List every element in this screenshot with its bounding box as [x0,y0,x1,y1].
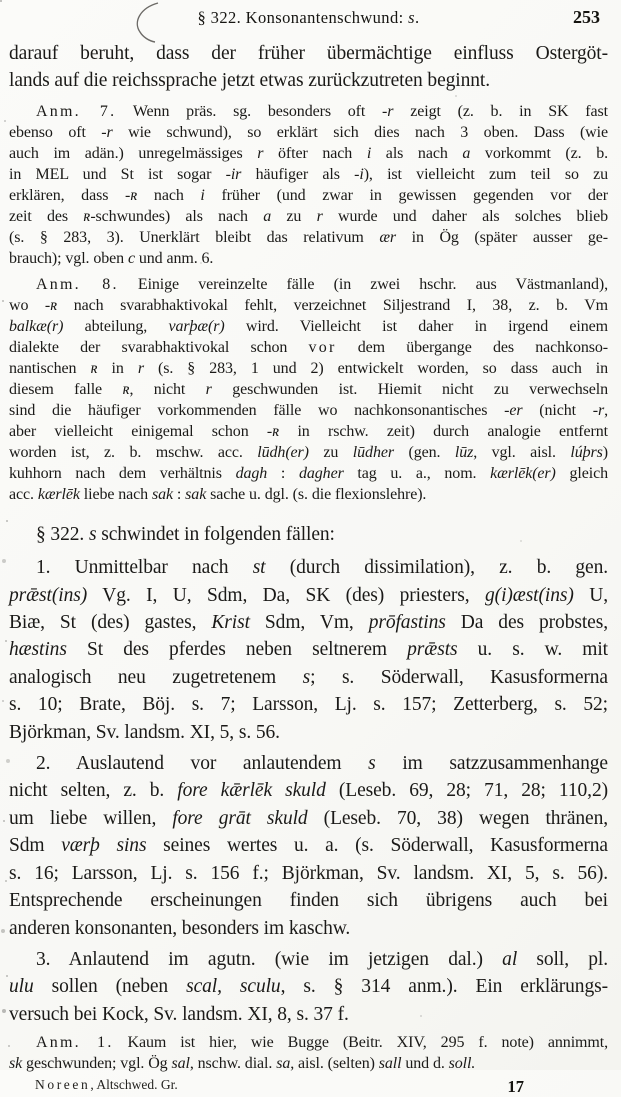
italic-term: lūdher [352,443,394,461]
text-line [9,400,608,421]
item-1 [9,554,608,746]
text-line [9,1053,608,1074]
item-2 [9,750,608,942]
italic-term: -i [354,165,364,183]
text-run: (Leseb. 70, 38) wegen thränen, [307,807,608,829]
sheet-number: 17 [507,1077,524,1097]
text-run: zu [271,207,317,225]
text-line [9,67,608,94]
italic-term: dagher [298,464,344,482]
text-run: Biæ, St (des) gastes, [9,612,212,634]
text-run: Einige vereinzelte fälle (in zwei hschr. aus Västmanland), [118,275,609,293]
italic-term: st [252,557,266,579]
text-run: (Leseb. 69, 28; 71, 28; 110,2) [325,780,608,802]
text-run: wurde und daher als solches blieb [322,207,608,225]
text-run: U, [573,584,608,606]
text-run: vor [308,338,337,356]
italic-term: fore kǣrlēk skuld [177,780,326,802]
text-run: Sdm, Vm, [249,612,369,634]
text-run: lands auf die reichssprache jetzt etwas zurückzutreten beginnt. [9,70,490,92]
italic-term: g(i)æst(ins) [485,584,574,606]
text-line [9,609,608,636]
text-line [9,832,608,859]
italic-term: soll. [448,1055,476,1073]
italic-term: prōfastins [368,612,446,634]
text-run: in rschw. zeit) durch analogie entfernt [279,422,608,440]
text-run: anderen konsonanten, besonders im kaschw. [9,917,351,939]
italic-term: lūz [454,443,474,461]
text-run: zeigt (z. b. in SK fast [393,102,608,120]
text-run: Noreen [35,1077,91,1093]
italic-term: prǣsts [407,639,458,661]
text-run: soll, pl. [517,948,608,970]
italic-term: s [88,523,97,545]
text-run: sollen (neben [33,976,187,998]
text-run: (nicht [522,401,593,419]
italic-term: i [200,186,205,204]
text-line [9,101,608,122]
text-run: , nschw. dial. [189,1055,277,1073]
text-run: nach svarabhaktivokal fehlt, verzeichnet Siljestrand I, 38, z. b. Vm [57,296,608,314]
italic-term: i [366,144,372,162]
text-run: , Altschwed. Gr. [90,1077,178,1093]
text-run: nantischen [9,359,91,377]
italic-term: sal [171,1055,190,1073]
italic-term: scal, sculu [186,976,281,998]
text-run: tag u. a., nom. [343,464,491,482]
text-line [9,860,608,887]
text-line [9,122,608,143]
text-run: gleich [555,464,608,482]
text-run: nicht selten, z. b. [9,780,178,802]
italic-term: sa [276,1055,291,1073]
text-line [9,777,608,804]
italic-term: sak [185,485,207,503]
italic-term: c [127,249,135,267]
text-run: s. 16; Larsson, Lj. s. 156 f.; Björkman, Sv. landsm. XI, 5, s. 56). [9,862,608,884]
text-run: kuhhorn nach dem verhältnis [9,464,236,482]
text-run: ebenso oft [9,123,102,141]
text-line [9,143,608,164]
text-line [9,316,608,337]
text-run: , s. § 314 anm.). Ein erklärungs- [280,976,608,998]
italic-term: -ʀ [125,186,138,204]
text-line [9,40,608,67]
text-line [9,1032,608,1053]
text-run: : [173,485,186,503]
text-run: und anm. 6. [134,249,214,267]
text-run: geschwunden ist. Hiemit nicht zu verwechseln [211,380,608,398]
text-line [9,337,608,358]
text-run: worden ist, z. b. mschw. acc. [9,443,258,461]
text-line [9,554,608,581]
italic-term: hæstins [9,639,67,661]
text-run: Sdm [9,835,62,857]
italic-term: ulu [9,976,34,998]
text-run: , vgl. aisl. [473,443,571,461]
text-line [9,521,608,548]
text-line [9,274,608,295]
text-run: dem übergange des nachkonso- [336,338,608,356]
text-run: Anm. 7. [36,102,117,120]
text-run: Björkman, Sv. landsm. XI, 5, s. 56. [9,721,280,743]
italic-term: balkæ(r) [9,317,64,335]
text-line [9,442,608,463]
text-run: ; s. Söderwall, Kasusformerna [310,666,608,688]
text-line [9,691,608,718]
text-line [9,636,608,663]
text-line [9,973,608,1000]
page-header [9,8,608,32]
text-run: -schwundes) als nach [90,207,264,225]
text-run: (gen. [393,443,455,461]
text-run: versuch bei Kock, Sv. landsm. XI, 8, s. 37 f. [9,1003,349,1025]
text-line [9,664,608,691]
italic-term: dagh [235,464,268,482]
text-run: . [414,8,420,27]
text-run: Vg. I, U, Sdm, Da, SK (des) priesters, [87,584,486,606]
italic-term: a [263,207,272,225]
text-run: § 322. [36,523,89,545]
text-run: : [267,464,299,482]
para-continuation [9,40,608,95]
text-line [9,358,608,379]
text-run: 1. Unmittelbar nach [36,557,253,579]
text-run: brauch); vgl. oben [9,249,128,267]
italic-term: s [408,8,415,27]
text-run: abteilung, [63,317,169,335]
text-run: s. 10; Brate, Böj. s. 7; Larsson, Lj. s. 157; Zetterberg, s. 52; [9,694,608,716]
italic-term: lúþrs [570,443,603,461]
text-run: , [604,401,608,419]
text-run: in Ög (später ausser ge- [396,228,608,246]
italic-term: al [502,948,518,970]
text-line [9,295,608,316]
text-run: wird. Vielleicht ist daher in irgend einem [224,317,609,335]
italic-term: kærlēk(er) [490,464,556,482]
text-run: 3. Anlautend im agutn. (wie im jetzigen dal.) [36,948,503,970]
page-footer [9,1077,608,1097]
italic-term: r [137,359,144,377]
text-run: Wenn präs. sg. besonders oft [116,102,383,120]
text-line [9,719,608,746]
text-line [9,227,608,248]
text-line [9,946,608,973]
text-run: § 322. Konsonantenschwund: [197,8,409,27]
text-run: auch im adän.) unregelmässiges [9,144,258,162]
italic-term: lūdh(er) [257,443,309,461]
italic-term: sall [378,1055,402,1073]
text-run: sind die häufiger vorkommenden fälle wo nachkonsonantisches [9,401,505,419]
text-run: erklären, dass [9,186,126,204]
text-run: häufiger als [241,165,355,183]
text-run: Da des probstes, [445,612,608,634]
section-322-heading [9,521,608,548]
text-line [9,484,608,505]
note-8 [9,274,608,505]
italic-term: r [257,144,264,162]
page-number: 253 [573,7,600,27]
text-run: in [97,359,138,377]
text-run: und d. [401,1055,449,1073]
text-run: öfter nach [263,144,367,162]
text-run: vorkommt (z. b. [470,144,608,162]
italic-term: s [302,666,311,688]
italic-term: ʀ [83,207,91,225]
text-run: früher (und zwar in gewissen gegenden vor der [204,186,609,204]
italic-term: a [462,144,471,162]
italic-term: ær [379,228,397,246]
text-run: seines wertes u. a. (s. Söderwall, Kasusformerna [146,835,608,857]
italic-term: værþ sins [61,835,147,857]
text-run: wo [9,296,45,314]
text-line [9,164,608,185]
text-run: , nicht [129,380,206,398]
italic-term: -r [592,401,605,419]
italic-term: s [368,753,376,775]
text-line [9,887,608,914]
text-run: (durch dissimilation), z. b. gen. [265,557,608,579]
text-run: acc. [9,485,38,503]
italic-term: kærlēk [37,485,80,503]
italic-term: sk [9,1055,23,1073]
text-line [9,185,608,206]
italic-term: -r [101,123,113,141]
italic-term: varþæ(r) [168,317,225,335]
italic-term: r [205,380,212,398]
italic-term: -er [504,401,523,419]
text-run: Anm. 8. [36,275,119,293]
text-run: geschwunden; vgl. Ög [22,1055,172,1073]
italic-term: Krist [211,612,250,634]
text-line [9,805,608,832]
text-run: u. s. w. mit [457,639,608,661]
text-run: liebe nach [79,485,152,503]
text-run: um liebe willen, [9,807,173,829]
text-run: analogisch neu zugetretenem [9,666,303,688]
italic-term: fore grāt skuld [172,807,308,829]
note-7 [9,101,608,269]
text-run: , aisl. (selten) [290,1055,379,1073]
text-run: im satzzusammenhange [375,753,608,775]
text-run: St des pferdes neben seltnerem [66,639,408,661]
italic-term: prǣst(ins) [9,584,88,606]
text-line [9,750,608,777]
text-run: schwindet in folgenden fällen: [96,523,335,545]
text-run: zu [308,443,353,461]
text-line [9,206,608,227]
item-3 [9,946,608,1028]
text-line [9,915,608,942]
text-run: Entsprechende erscheinungen finden sich übrigens auch bei [9,890,608,912]
page-body [9,40,608,1074]
italic-term: ʀ [122,380,130,398]
text-run: Anm. 1. [36,1034,114,1052]
text-run: darauf beruht, dass der früher übermächtige einfluss Ostergöt- [9,43,608,64]
text-run: (s. § 283, 3). Unerklärt bleibt das relativum [9,228,380,246]
author-signature [35,1077,178,1093]
italic-term: r [316,207,323,225]
italic-term: ʀ [90,359,98,377]
text-run: 2. Auslautend vor anlautendem [36,753,369,775]
text-line [9,248,608,269]
running-title [9,8,608,28]
text-run: ), ist vielleicht zum teil so zu [363,165,609,183]
note-1 [9,1032,608,1074]
text-run: Kaum ist hier, wie Bugge (Beitr. XIV, 295 f. note) annimmt, [113,1034,608,1052]
text-run: diesem falle [9,380,123,398]
text-line [9,1001,608,1028]
text-run: ) [602,443,608,461]
text-line [9,582,608,609]
text-run: als nach [371,144,463,162]
text-run: sache u. dgl. (s. die flexionslehre). [206,485,427,503]
italic-term: -r [382,102,394,120]
text-line [9,421,608,442]
italic-term: -ʀ [44,296,58,314]
text-line [9,463,608,484]
text-run: nach [137,186,201,204]
text-line [9,379,608,400]
text-run: in MEL und St ist sogar [9,165,226,183]
text-run: zeit des [9,207,84,225]
text-run: dialekte der svarabhaktivokal schon [9,338,309,356]
italic-term: -ʀ [266,422,280,440]
italic-term: -ir [225,165,242,183]
text-run: aber vielleicht einigemal schon [9,422,267,440]
text-run: wie schwund), so erklärt sich dies nach 3 oben. Dass (wie [112,123,608,141]
italic-term: sak [151,485,174,503]
text-run: (s. § 283, 1 und 2) entwickelt worden, so dass auch in [143,359,609,377]
